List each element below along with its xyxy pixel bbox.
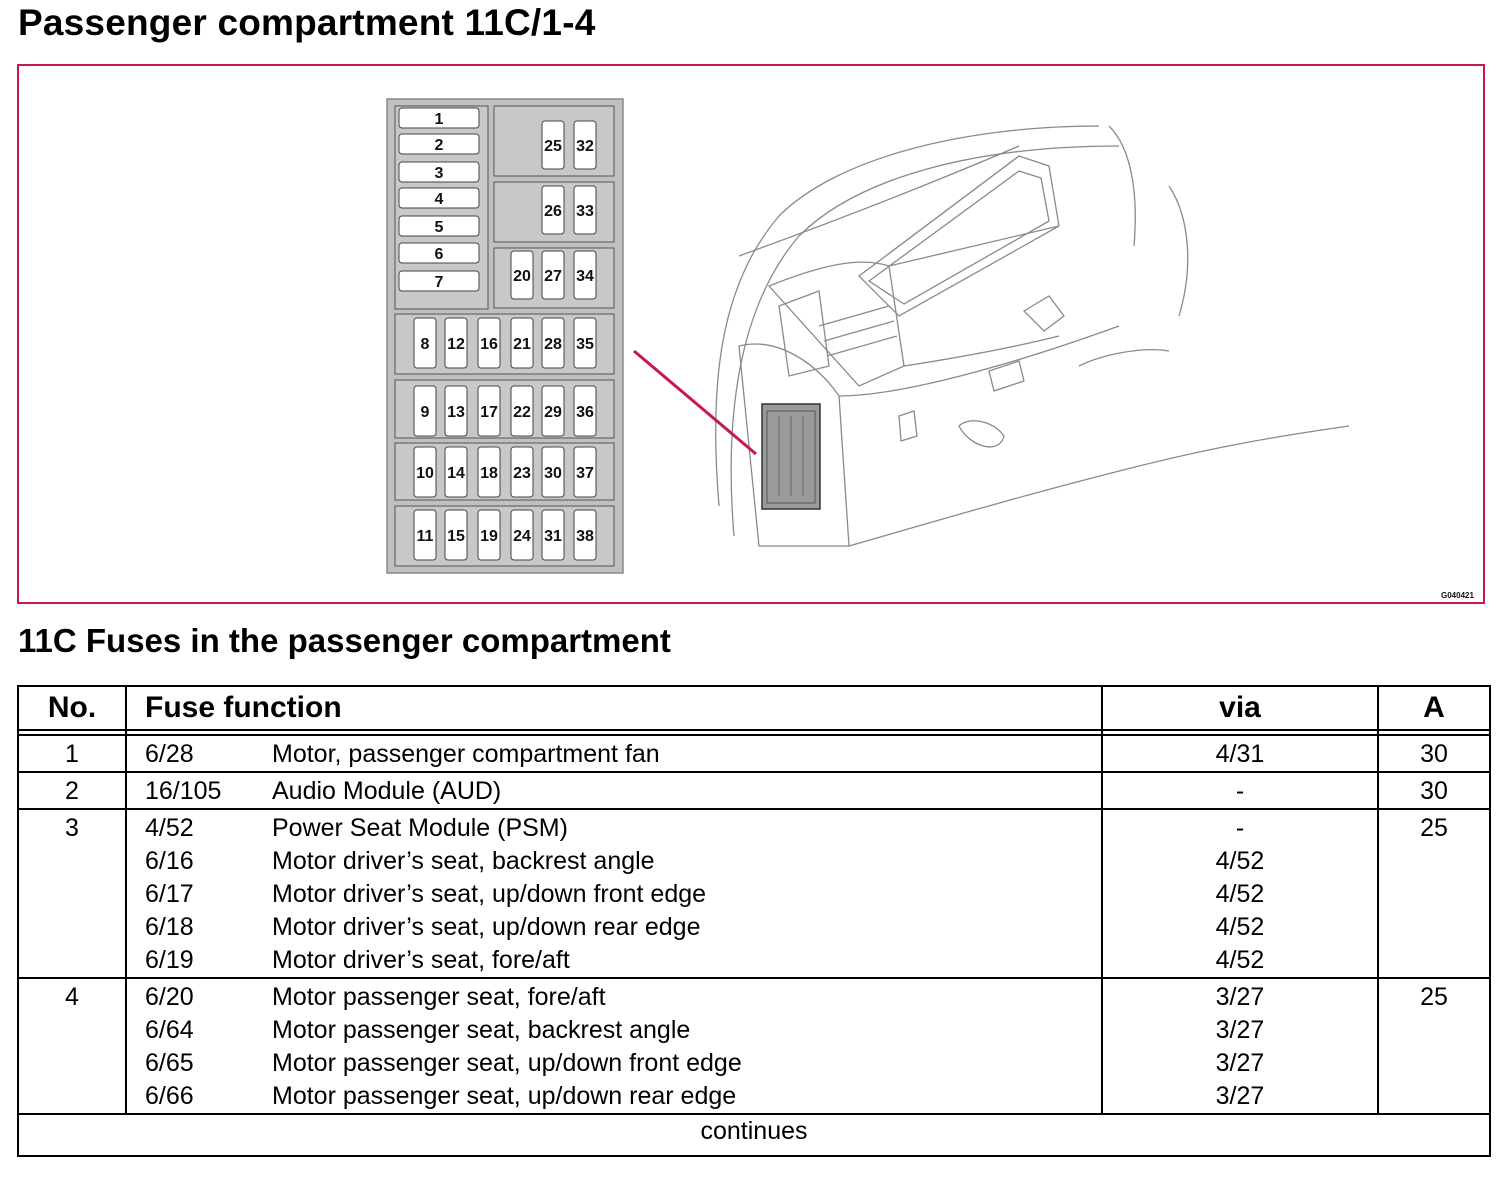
component-code: 6/17 bbox=[145, 880, 194, 908]
component-code: 6/16 bbox=[145, 847, 194, 875]
component-code: 6/66 bbox=[145, 1082, 194, 1110]
page-title: Passenger compartment 11C/1-4 bbox=[18, 2, 596, 43]
fuse-33: 33 bbox=[576, 203, 594, 220]
via-cell bbox=[1102, 772, 1378, 809]
component-description: Power Seat Module (PSM) bbox=[272, 814, 568, 842]
fuse-function-cell bbox=[126, 772, 1102, 809]
fuse-6: 6 bbox=[434, 246, 444, 263]
via-value: 4/52 bbox=[1215, 946, 1265, 974]
fuse-35: 35 bbox=[576, 336, 594, 353]
fuse-19: 19 bbox=[480, 528, 498, 545]
function-line bbox=[145, 1047, 1101, 1080]
via-value: 3/27 bbox=[1215, 1016, 1265, 1044]
table-row bbox=[18, 735, 1490, 772]
fuse-5: 5 bbox=[434, 219, 444, 236]
fuse-function-cell bbox=[126, 809, 1102, 978]
fuse-32: 32 bbox=[576, 138, 594, 155]
table-header-row bbox=[18, 686, 1490, 730]
via-value: 4/52 bbox=[1215, 880, 1265, 908]
fuse-8: 8 bbox=[420, 336, 430, 353]
component-code: 6/18 bbox=[145, 913, 194, 941]
fuse-11: 11 bbox=[416, 528, 434, 545]
amperage: 30 bbox=[1378, 772, 1490, 809]
via-value: 3/27 bbox=[1215, 1049, 1265, 1077]
component-code: 4/52 bbox=[145, 814, 194, 842]
fuse-13: 13 bbox=[447, 404, 465, 421]
fuse-4: 4 bbox=[434, 191, 444, 208]
component-description: Motor, passenger compartment fan bbox=[272, 740, 660, 768]
header-function: Fuse function bbox=[126, 686, 1102, 730]
fuse-18: 18 bbox=[480, 465, 498, 482]
function-line bbox=[145, 1080, 1101, 1113]
fuse-number: 2 bbox=[18, 772, 126, 809]
function-line bbox=[145, 775, 1101, 808]
via-value: 4/52 bbox=[1215, 913, 1265, 941]
fuse-table-container bbox=[17, 685, 1489, 1157]
via-cell bbox=[1102, 978, 1378, 1114]
component-description: Motor passenger seat, up/down front edge bbox=[272, 1049, 742, 1077]
amperage: 25 bbox=[1378, 809, 1490, 978]
diagram-canvas bbox=[19, 66, 1483, 602]
fuse-16: 16 bbox=[480, 336, 498, 353]
fuse-number: 4 bbox=[18, 978, 126, 1114]
via-cell bbox=[1102, 809, 1378, 978]
fuse-28: 28 bbox=[544, 336, 562, 353]
fuse-15: 15 bbox=[447, 528, 465, 545]
component-description: Motor driver’s seat, up/down front edge bbox=[272, 880, 707, 908]
table-body bbox=[18, 735, 1490, 1114]
header-via: via bbox=[1102, 686, 1378, 730]
amperage: 25 bbox=[1378, 978, 1490, 1114]
fuse-30: 30 bbox=[544, 465, 562, 482]
function-line bbox=[145, 845, 1101, 878]
function-line bbox=[145, 738, 1101, 771]
via-cell bbox=[1102, 735, 1378, 772]
fuse-panel bbox=[387, 99, 623, 573]
component-code: 16/105 bbox=[145, 777, 222, 805]
continues-row bbox=[18, 1114, 1490, 1156]
fuse-number: 1 bbox=[18, 735, 126, 772]
figure-code: G040421 bbox=[1441, 591, 1474, 600]
function-line bbox=[145, 911, 1101, 944]
fuse-12: 12 bbox=[447, 336, 465, 353]
pointer-line bbox=[634, 351, 756, 454]
fuse-31: 31 bbox=[544, 528, 562, 545]
component-code: 6/19 bbox=[145, 946, 194, 974]
header-no: No. bbox=[18, 686, 126, 730]
function-line bbox=[145, 981, 1101, 1014]
fuse-14: 14 bbox=[447, 465, 465, 482]
table-row bbox=[18, 809, 1490, 978]
component-description: Audio Module (AUD) bbox=[272, 777, 502, 805]
fuse-box-location-icon bbox=[762, 404, 820, 509]
function-line bbox=[145, 1014, 1101, 1047]
fuse-3: 3 bbox=[434, 165, 444, 182]
component-description: Motor driver’s seat, fore/aft bbox=[272, 946, 570, 974]
fuse-9: 9 bbox=[420, 404, 430, 421]
fuse-38: 38 bbox=[576, 528, 594, 545]
fuse-20: 20 bbox=[513, 268, 531, 285]
fuse-box-diagram bbox=[17, 64, 1485, 604]
component-code: 6/65 bbox=[145, 1049, 194, 1077]
component-description: Motor passenger seat, fore/aft bbox=[272, 983, 606, 1011]
via-value: 4/31 bbox=[1215, 740, 1265, 768]
component-code: 6/20 bbox=[145, 983, 194, 1011]
component-description: Motor driver’s seat, up/down rear edge bbox=[272, 913, 701, 941]
section-title: 11C Fuses in the passenger compartment bbox=[18, 622, 671, 659]
fuse-number: 3 bbox=[18, 809, 126, 978]
amperage: 30 bbox=[1378, 735, 1490, 772]
component-code: 6/64 bbox=[145, 1016, 194, 1044]
continues-label: continues bbox=[18, 1114, 1490, 1156]
fuse-2: 2 bbox=[434, 137, 444, 154]
function-line bbox=[145, 812, 1101, 845]
fuse-7: 7 bbox=[434, 274, 444, 291]
component-description: Motor passenger seat, backrest angle bbox=[272, 1016, 691, 1044]
fuse-17: 17 bbox=[480, 404, 498, 421]
table-row bbox=[18, 772, 1490, 809]
fuse-24: 24 bbox=[513, 528, 531, 545]
via-value: 3/27 bbox=[1215, 1082, 1265, 1110]
header-amps: A bbox=[1378, 686, 1490, 730]
fuse-1: 1 bbox=[434, 111, 444, 128]
fuse-37: 37 bbox=[576, 465, 594, 482]
function-line bbox=[145, 944, 1101, 977]
fuse-10: 10 bbox=[416, 465, 434, 482]
component-description: Motor passenger seat, up/down rear edge bbox=[272, 1082, 737, 1110]
via-value: 3/27 bbox=[1215, 983, 1265, 1011]
fuse-23: 23 bbox=[513, 465, 531, 482]
via-value: 4/52 bbox=[1215, 847, 1265, 875]
fuse-27: 27 bbox=[544, 268, 562, 285]
fuse-table bbox=[17, 685, 1491, 1157]
fuse-21: 21 bbox=[513, 336, 531, 353]
function-line bbox=[145, 878, 1101, 911]
fuse-34: 34 bbox=[576, 268, 594, 285]
via-value: - bbox=[1235, 814, 1245, 842]
fuse-function-cell bbox=[126, 978, 1102, 1114]
fuse-29: 29 bbox=[544, 404, 562, 421]
table-row bbox=[18, 978, 1490, 1114]
fuse-function-cell bbox=[126, 735, 1102, 772]
fuse-22: 22 bbox=[513, 404, 531, 421]
via-value: - bbox=[1235, 777, 1245, 805]
fuse-26: 26 bbox=[544, 203, 562, 220]
component-description: Motor driver’s seat, backrest angle bbox=[272, 847, 655, 875]
component-code: 6/28 bbox=[145, 740, 194, 768]
fuse-25: 25 bbox=[544, 138, 562, 155]
fuse-36: 36 bbox=[576, 404, 594, 421]
